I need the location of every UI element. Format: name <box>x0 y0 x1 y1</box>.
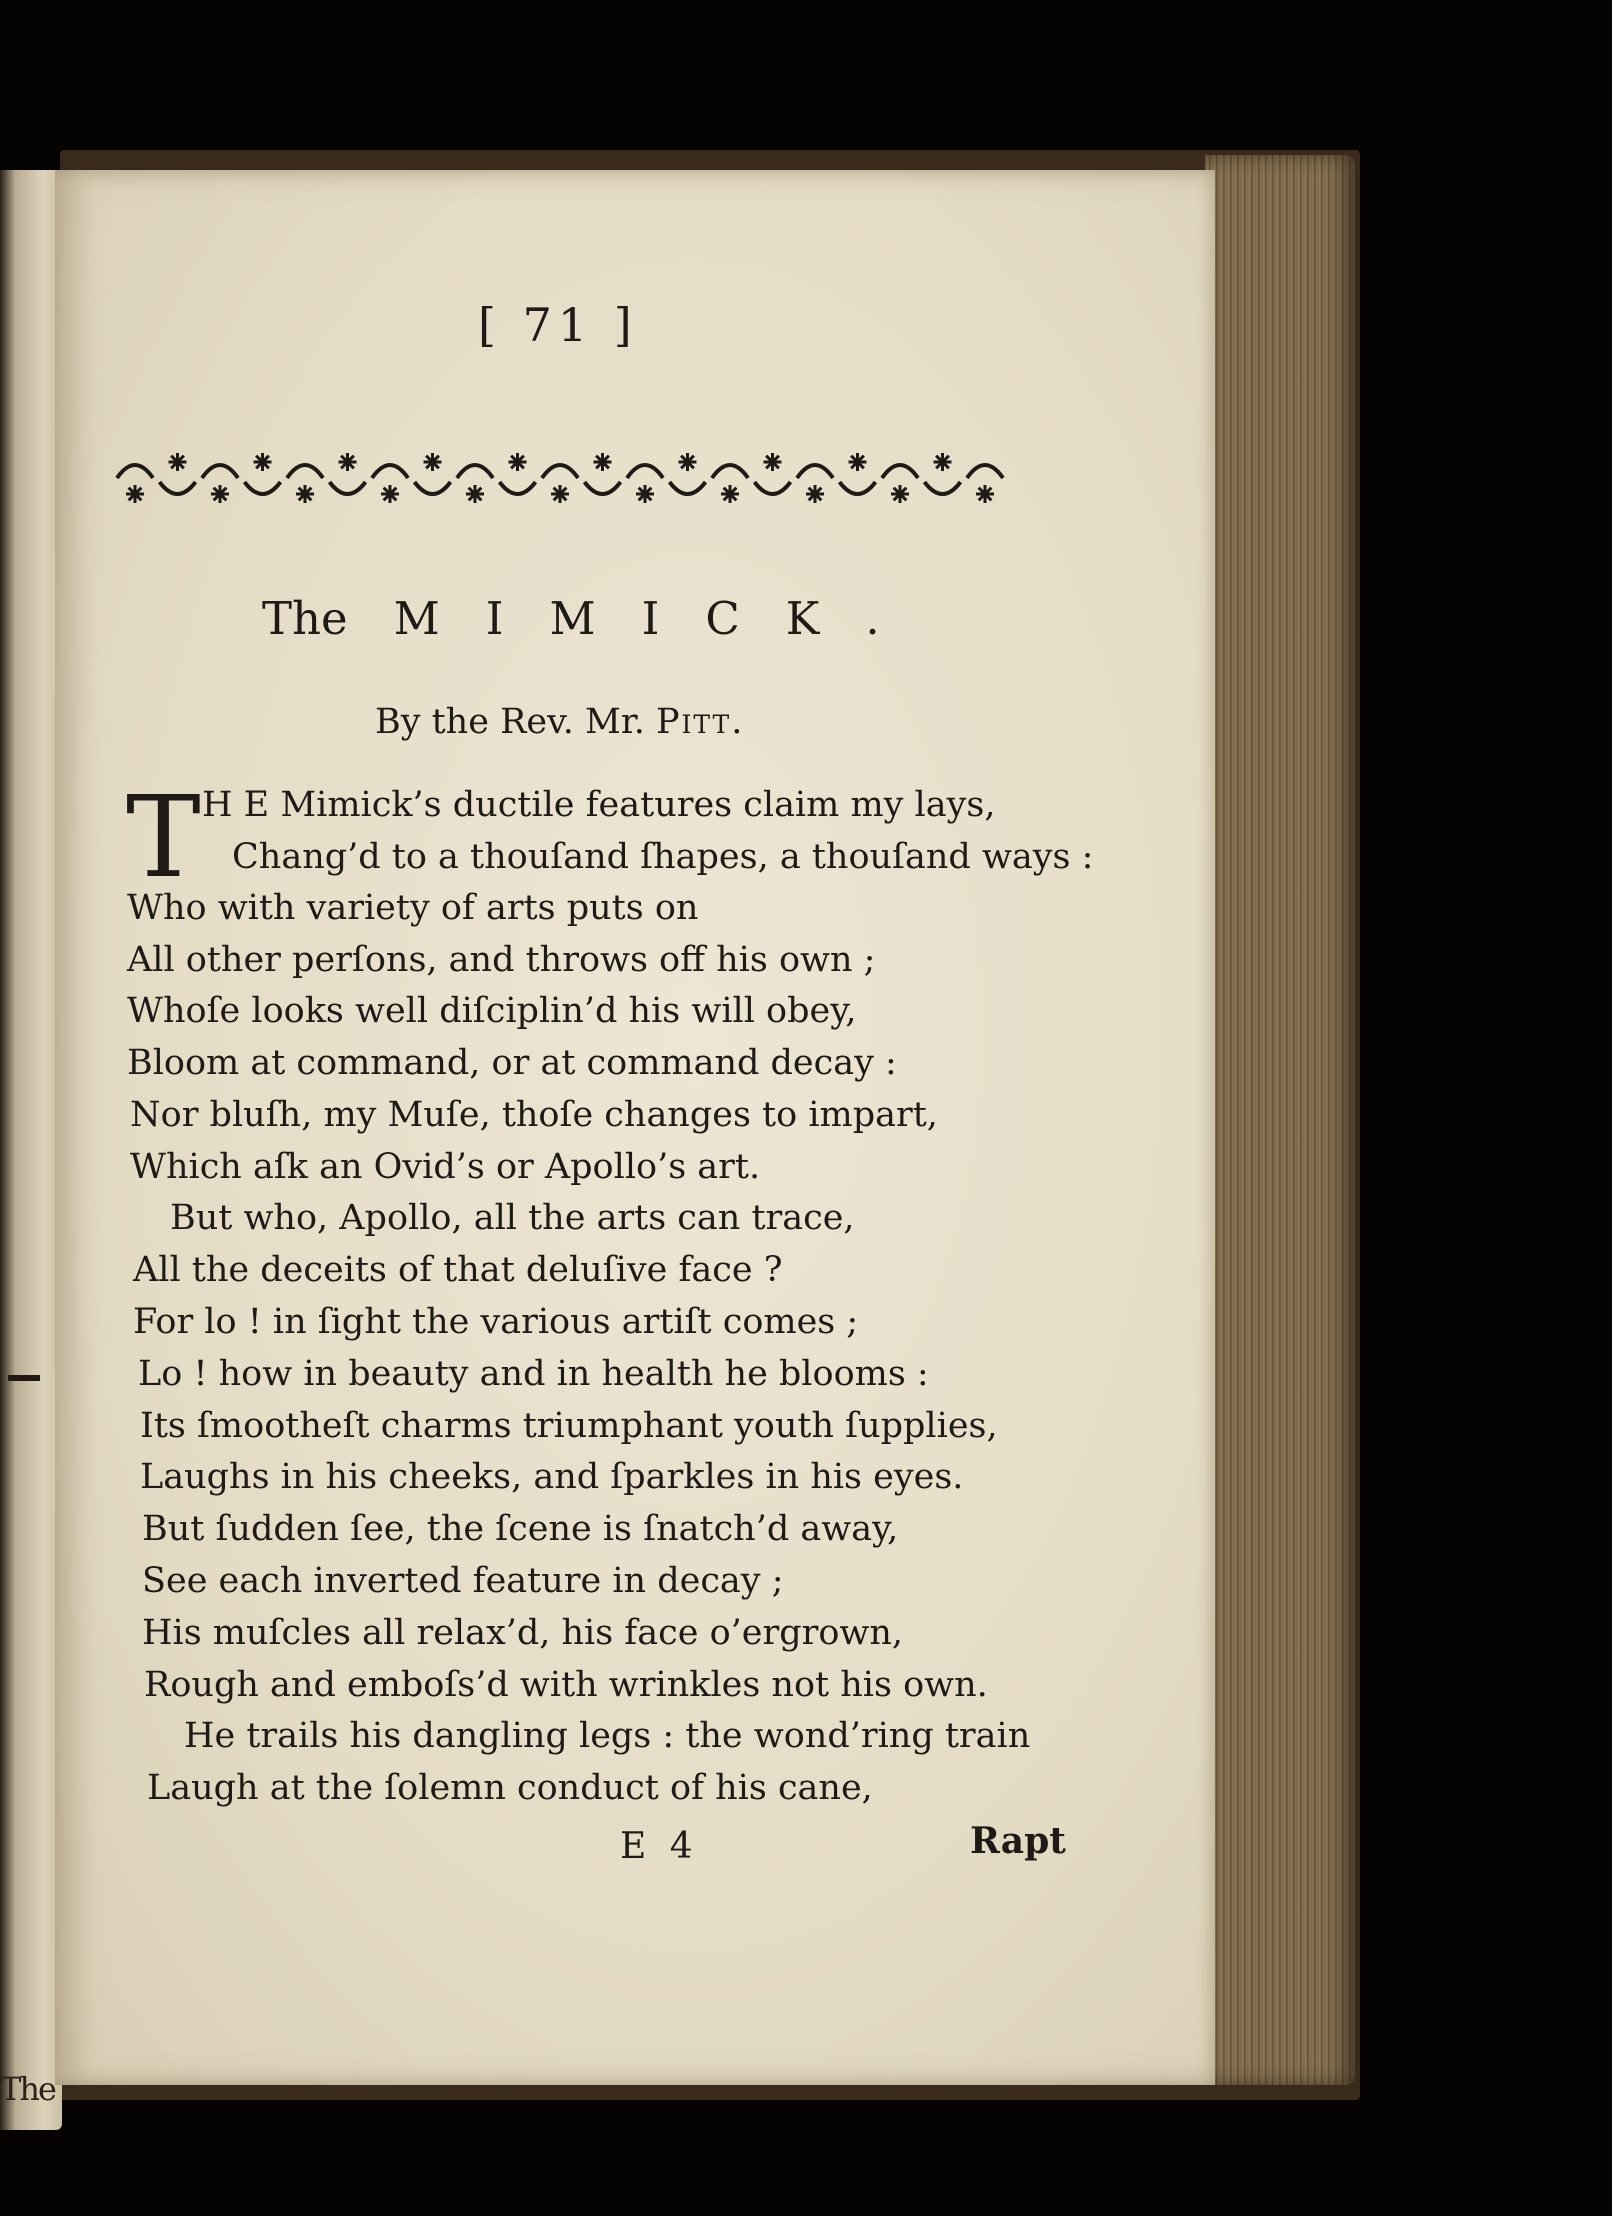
poem-line: All the deceits of that deluſive face ? <box>133 1250 783 1290</box>
poem-line: He trails his dangling legs : the wond’ring train <box>184 1716 1031 1756</box>
ornament-unit <box>627 465 663 503</box>
poem-line: See each inverted feature in decay ; <box>142 1561 784 1601</box>
printers-ornament-band <box>115 448 1005 510</box>
ornament-unit <box>670 453 706 494</box>
ornament-unit <box>967 465 1003 503</box>
ornament-unit <box>415 453 451 494</box>
poem-line: Its ſmootheſt charms triumphant youth ſupplies, <box>140 1406 998 1446</box>
poem-line: Bloom at command, or at command decay : <box>127 1043 897 1083</box>
poem-title <box>262 592 926 645</box>
previous-page-word: The <box>0 2070 55 2108</box>
ornament-unit <box>202 465 238 503</box>
poem-line: H E Mimick’s ductile features claim my lays, <box>202 785 996 825</box>
signature-mark: E 4 <box>620 1826 699 1867</box>
poem-line: All other perſons, and throws off his own ; <box>127 940 876 980</box>
poem-line: Whoſe looks well diſciplin’d his will obey, <box>127 991 857 1031</box>
ornament-unit <box>712 465 748 503</box>
ornament-unit <box>330 453 366 494</box>
poem-line: Chang’d to a thouſand ſhapes, a thouſand ways : <box>232 837 1094 877</box>
drop-cap: T <box>126 773 201 903</box>
poem-byline <box>375 702 744 742</box>
ornament-unit <box>925 453 961 494</box>
ornament-unit <box>500 453 536 494</box>
catchword: Rapt <box>970 1820 1066 1862</box>
poem-line: But who, Apollo, all the arts can trace, <box>170 1198 855 1238</box>
ornament-unit <box>542 465 578 503</box>
ornament-unit <box>797 465 833 503</box>
poem-line: Who with variety of arts puts on <box>127 888 699 928</box>
poem-line: Lo ! how in beauty and in health he blooms : <box>138 1354 929 1394</box>
ornament-unit <box>160 453 196 494</box>
byline-author: Pitt. <box>655 702 745 742</box>
ornament-unit <box>287 465 323 503</box>
poem-title-main: MIMICK. <box>393 592 926 645</box>
poem-line: Nor bluſh, my Muſe, thoſe changes to impart, <box>130 1095 938 1135</box>
poem-line: Laughs in his cheeks, and ſparkles in his eyes. <box>140 1457 964 1497</box>
ornament-unit <box>245 453 281 494</box>
ornament-unit <box>372 465 408 503</box>
ornament-unit <box>755 453 791 494</box>
ornament-unit <box>117 465 153 503</box>
page-number: [ 71 ] <box>478 298 638 352</box>
poem-line: Which aſk an Ovid’s or Apollo’s art. <box>130 1147 761 1187</box>
poem-line: But ſudden ſee, the ſcene is ſnatch’d away, <box>142 1509 899 1549</box>
poem-line: Laugh at the ſolemn conduct of his cane, <box>147 1768 873 1808</box>
poem-line: For lo ! in ſight the various artiſt comes ; <box>133 1302 859 1342</box>
previous-page-edge <box>0 170 62 2130</box>
poem-line: Rough and emboſs’d with wrinkles not his own. <box>144 1665 988 1705</box>
ornament-unit <box>457 465 493 503</box>
ornament-unit <box>840 453 876 494</box>
byline-prefix: By the Rev. Mr. <box>375 702 656 742</box>
ornament-unit <box>882 465 918 503</box>
poem-title-article: The <box>262 592 348 645</box>
page-block-fore-edge <box>1205 155 1355 2085</box>
poem-line: His muſcles all relax’d, his face o’ergrown, <box>142 1613 904 1653</box>
ornament-unit <box>585 453 621 494</box>
previous-page-mark <box>8 1375 40 1381</box>
